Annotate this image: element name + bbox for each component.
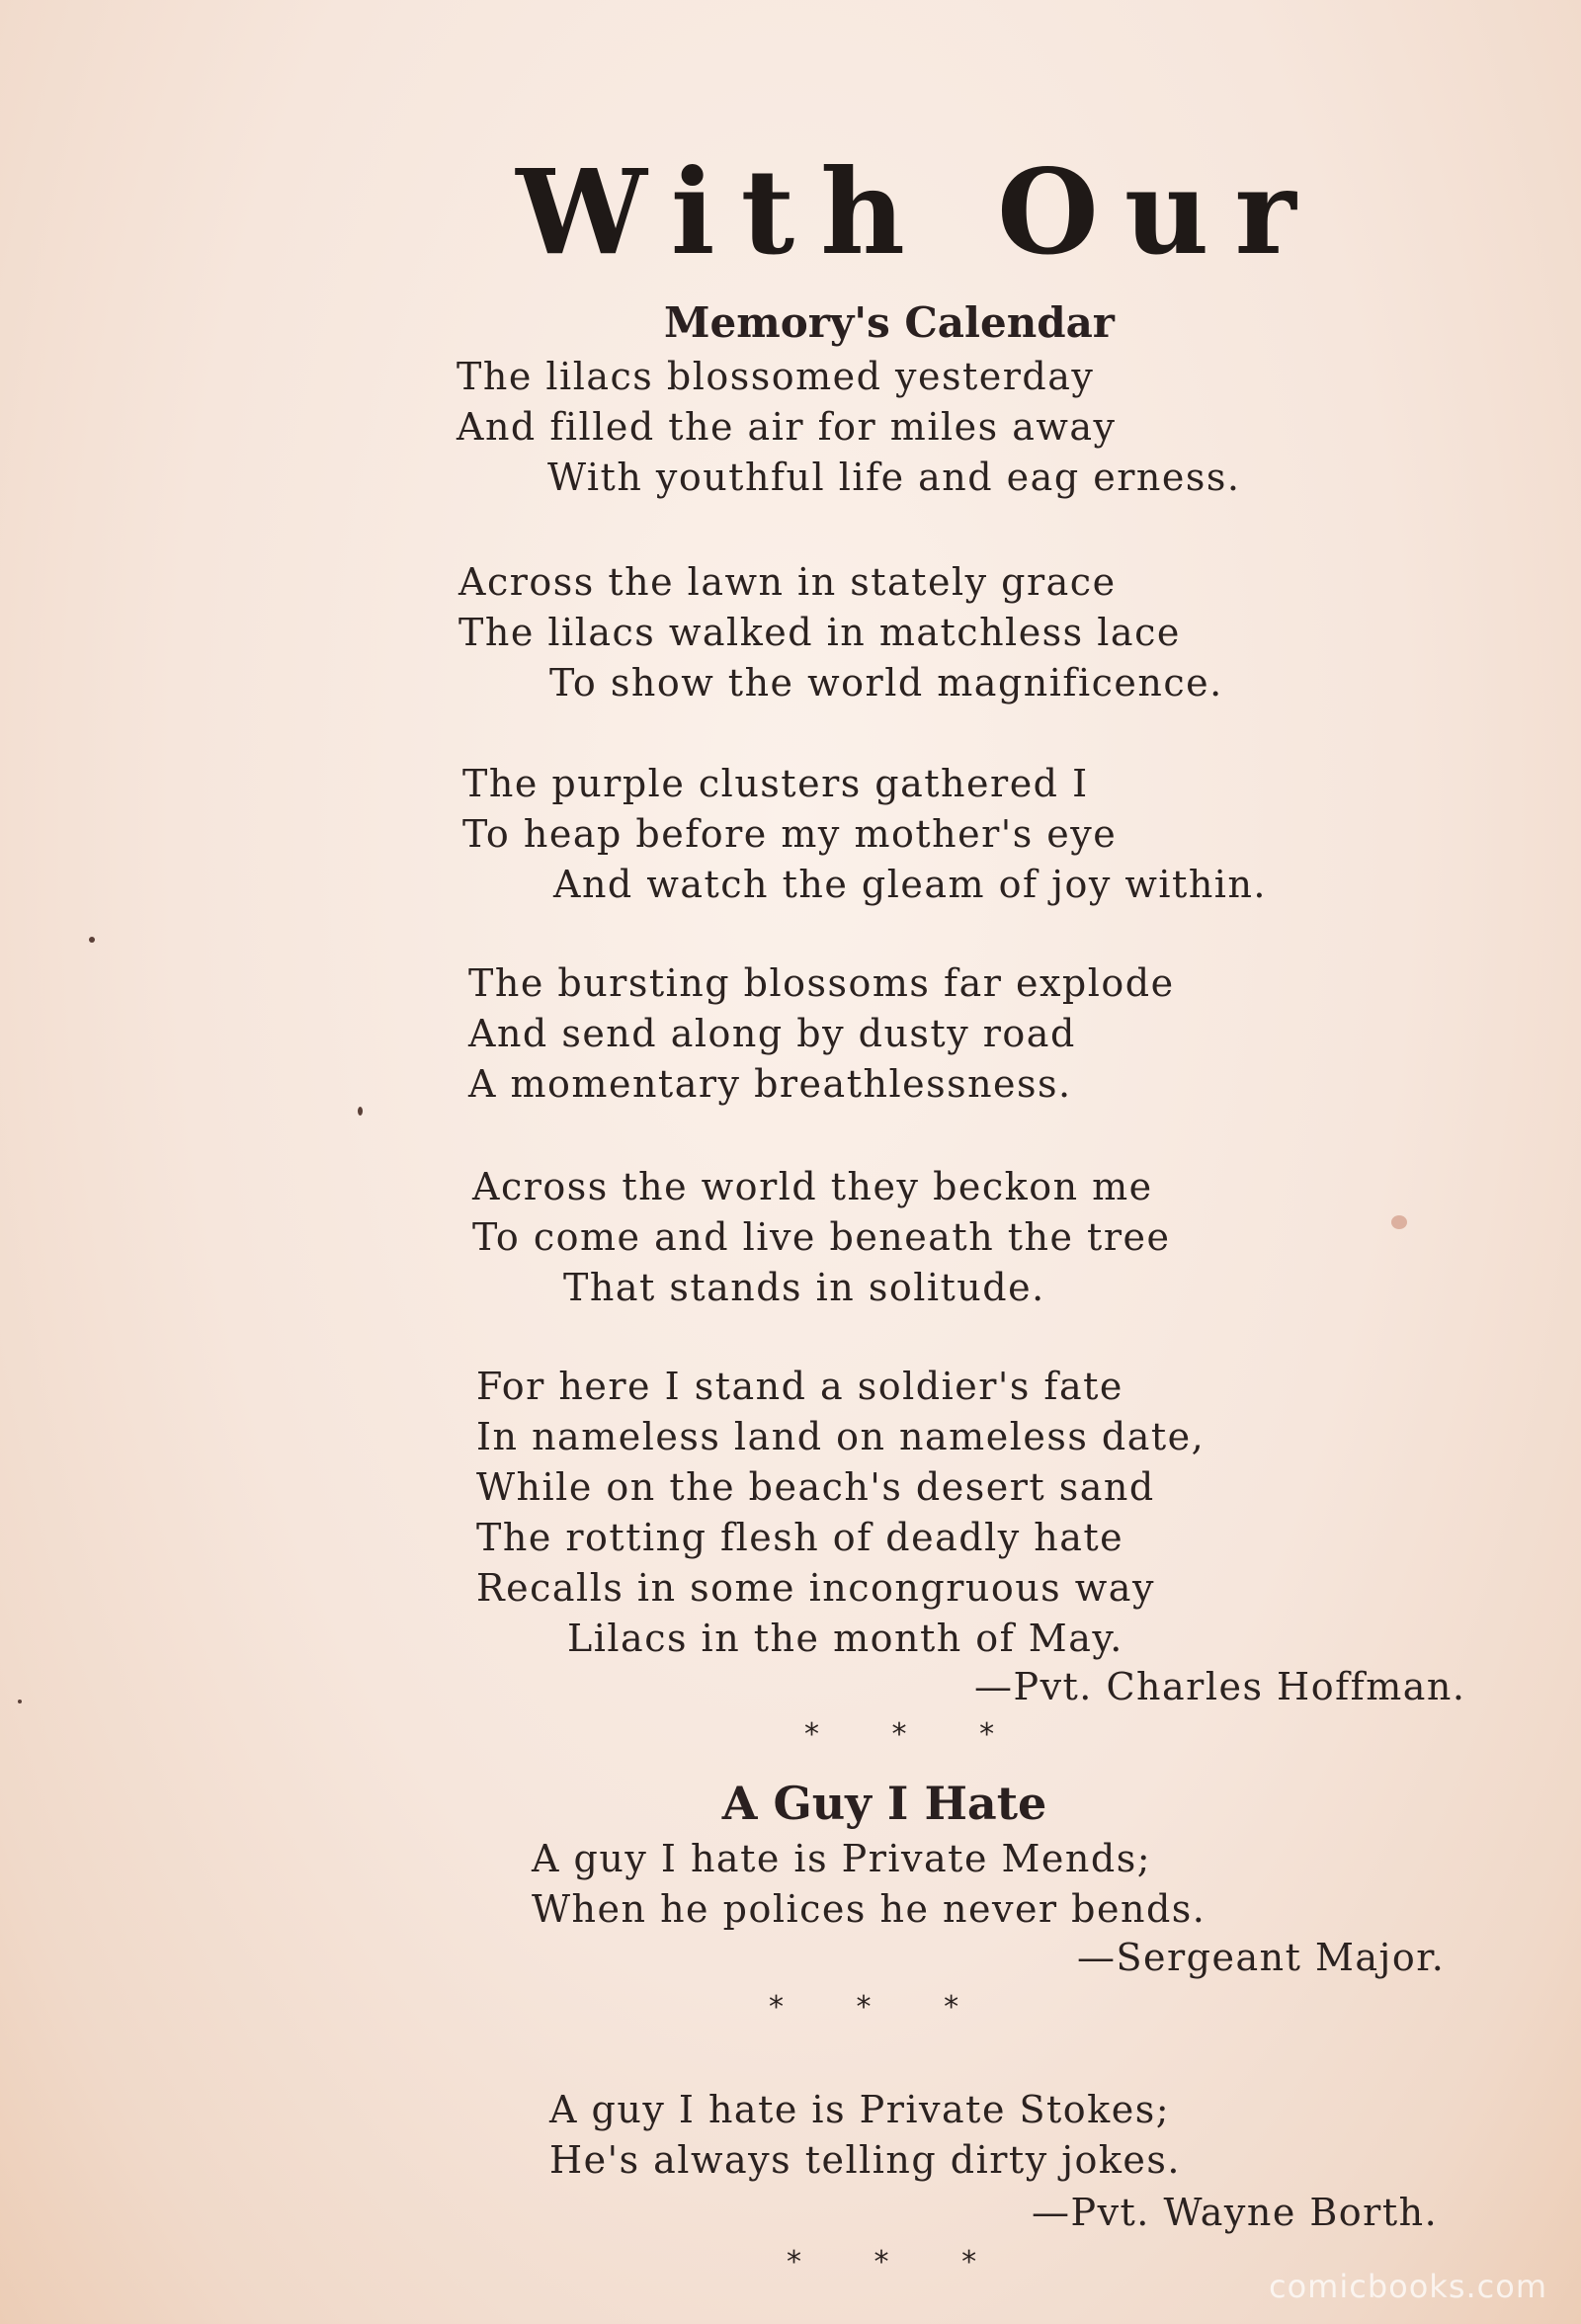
poem-line: A guy I hate is Private Mends; bbox=[532, 1837, 1152, 1880]
poem-line: The lilacs blossomed yesterday bbox=[457, 355, 1095, 398]
poem-stanza bbox=[457, 352, 1240, 503]
poem-line: A momentary breathlessness. bbox=[468, 1062, 1072, 1106]
poem-line: And filled the air for miles away bbox=[457, 405, 1117, 449]
poem-line: When he polices he never bends. bbox=[532, 1887, 1207, 1931]
poem-line: To come and live beneath the tree bbox=[472, 1215, 1171, 1259]
poem-line: In nameless land on nameless date, bbox=[476, 1415, 1206, 1458]
poem-line: While on the beach's desert sand bbox=[476, 1465, 1155, 1509]
poem-line: Recalls in some incongruous way bbox=[476, 1566, 1155, 1610]
site-watermark: comicbooks.com bbox=[1268, 2268, 1547, 2305]
section-separator: * * * bbox=[804, 1717, 997, 1752]
poem-line: He's always telling dirty jokes. bbox=[549, 2138, 1182, 2182]
poem-line: That stands in solitude. bbox=[563, 1266, 1045, 1309]
poem-line: To show the world magnificence. bbox=[549, 661, 1223, 705]
poem-line: The bursting blossoms far explode bbox=[468, 961, 1175, 1005]
poem-stanza bbox=[549, 2085, 1181, 2186]
poem-line: Across the lawn in stately grace bbox=[458, 560, 1117, 604]
poem-title-a-guy-i-hate: A Guy I Hate bbox=[721, 1777, 1047, 1830]
poem-stanza bbox=[472, 1162, 1170, 1313]
poem-stanza bbox=[468, 958, 1175, 1110]
poem-line: And send along by dusty road bbox=[468, 1012, 1076, 1055]
poem-stanza bbox=[476, 1362, 1205, 1664]
poem-line: To heap before my mother's eye bbox=[462, 812, 1118, 856]
poem-line: The purple clusters gathered I bbox=[462, 762, 1089, 805]
paper-speck bbox=[18, 1700, 22, 1703]
poem-line: A guy I hate is Private Stokes; bbox=[549, 2088, 1171, 2131]
page-heading: With Our bbox=[516, 143, 1322, 281]
poem-line: And watch the gleam of joy within. bbox=[553, 863, 1268, 906]
section-separator: * * * bbox=[769, 1990, 961, 2025]
poem-attribution: —Pvt. Charles Hoffman. bbox=[974, 1665, 1466, 1708]
poem-line: Lilacs in the month of May. bbox=[567, 1617, 1123, 1660]
poem-attribution: —Pvt. Wayne Borth. bbox=[1032, 2191, 1439, 2234]
poem-title-memorys-calendar: Memory's Calendar bbox=[664, 298, 1115, 347]
poem-stanza bbox=[462, 759, 1267, 910]
poem-line: Across the world they beckon me bbox=[472, 1165, 1153, 1208]
poem-line: The rotting flesh of deadly hate bbox=[476, 1516, 1124, 1559]
poem-stanza bbox=[458, 557, 1223, 708]
poem-line: The lilacs walked in matchless lace bbox=[458, 611, 1181, 654]
poem-line: With youthful life and eag erness. bbox=[547, 456, 1241, 499]
poem-attribution: —Sergeant Major. bbox=[1077, 1936, 1446, 1979]
paper-stain bbox=[1391, 1215, 1407, 1229]
paper-speck bbox=[358, 1107, 363, 1116]
poem-line: For here I stand a soldier's fate bbox=[476, 1365, 1123, 1408]
paper-speck bbox=[89, 937, 95, 943]
section-separator: * * * bbox=[787, 2245, 979, 2280]
poem-stanza bbox=[532, 1834, 1206, 1935]
